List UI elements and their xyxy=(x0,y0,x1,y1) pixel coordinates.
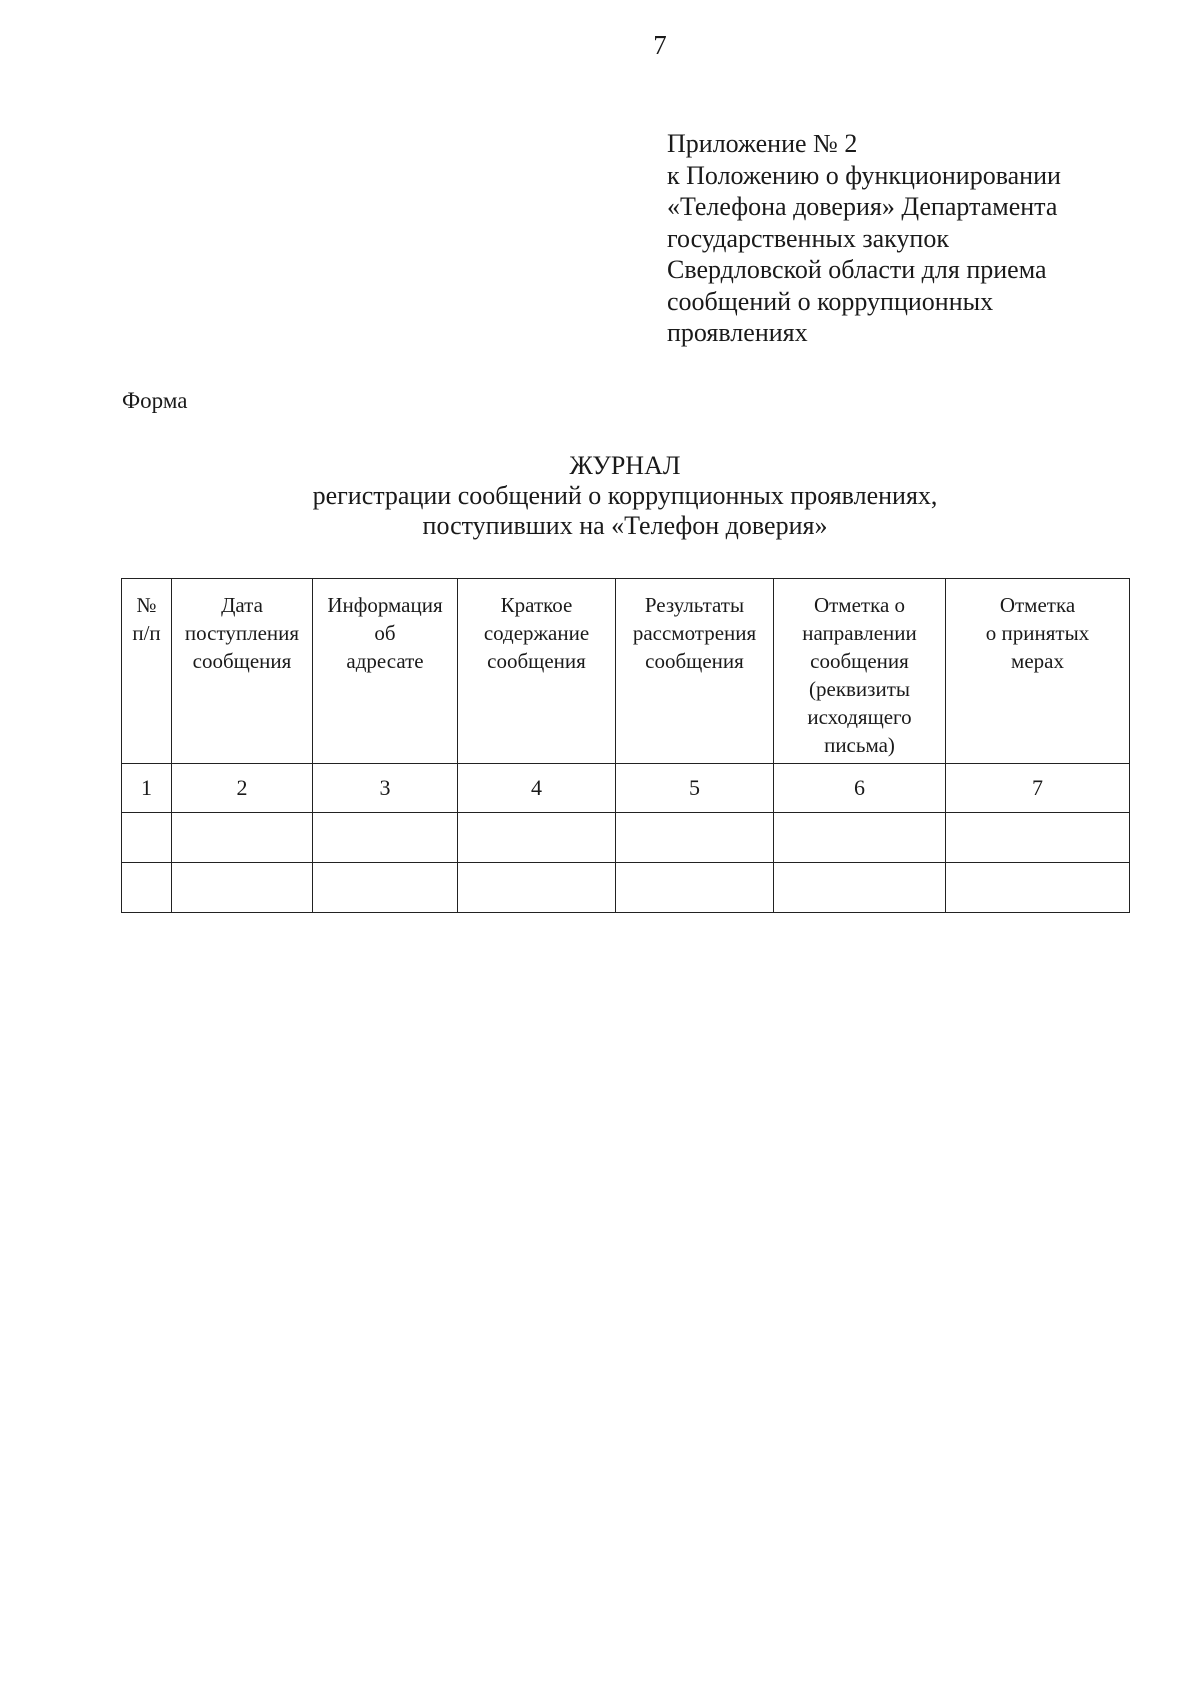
journal-title-block xyxy=(0,451,1200,541)
journal-subtitle-line-2: поступивших на «Телефон доверия» xyxy=(422,511,828,540)
appendix-line: Свердловской области для приема xyxy=(667,255,1047,284)
header-cell-date: Дата поступления сообщения xyxy=(172,579,313,764)
table-cell xyxy=(458,863,616,913)
table-cell xyxy=(313,813,458,863)
appendix-line: государственных закупок xyxy=(667,223,949,253)
header-cell-addressee: Информация об адресате xyxy=(313,579,458,764)
table-cell xyxy=(313,863,458,913)
column-number-cell: 5 xyxy=(616,764,774,813)
table-cell xyxy=(458,813,616,863)
table-cell xyxy=(616,863,774,913)
table-cell xyxy=(946,863,1130,913)
column-number-cell: 4 xyxy=(458,764,616,813)
table-row xyxy=(122,863,1130,913)
table-cell xyxy=(774,863,946,913)
table-cell xyxy=(122,813,172,863)
journal-table xyxy=(121,578,1130,913)
table-row xyxy=(122,813,1130,863)
journal-subtitle-line-1: регистрации сообщений о коррупционных проявлениях, xyxy=(312,481,938,510)
appendix-line: к Положению о функционировании xyxy=(667,160,1061,190)
table-cell xyxy=(172,813,313,863)
header-cell-results: Результаты рассмотрения сообщения xyxy=(616,579,774,764)
header-cell-referral: Отметка о направлении сообщения (реквизиты исходящего письма) xyxy=(774,579,946,764)
table-cell xyxy=(946,813,1130,863)
column-number-cell: 6 xyxy=(774,764,946,813)
header-cell-summary: Краткое содержание сообщения xyxy=(458,579,616,764)
column-number-cell: 2 xyxy=(172,764,313,813)
table-cell xyxy=(172,863,313,913)
appendix-line: «Телефона доверия» Департамента xyxy=(667,192,1058,221)
table-cell xyxy=(774,813,946,863)
form-label: Форма xyxy=(122,388,188,413)
appendix-line: Приложение № 2 xyxy=(667,129,858,158)
page-number: 7 xyxy=(653,30,667,60)
header-cell-measures: Отметка о принятых мерах xyxy=(946,579,1130,764)
appendix-line: проявлениях xyxy=(667,318,808,347)
header-row xyxy=(122,579,1130,764)
column-number-cell: 1 xyxy=(122,764,172,813)
header-cell-number: № п/п xyxy=(122,579,172,764)
table-cell xyxy=(616,813,774,863)
table-cell xyxy=(122,863,172,913)
journal-title: ЖУРНАЛ xyxy=(569,451,681,480)
appendix-block xyxy=(667,128,1061,349)
column-number-cell: 7 xyxy=(946,764,1130,813)
column-number-cell: 3 xyxy=(313,764,458,813)
column-number-row xyxy=(122,764,1130,813)
appendix-line: сообщений о коррупционных xyxy=(667,286,994,316)
